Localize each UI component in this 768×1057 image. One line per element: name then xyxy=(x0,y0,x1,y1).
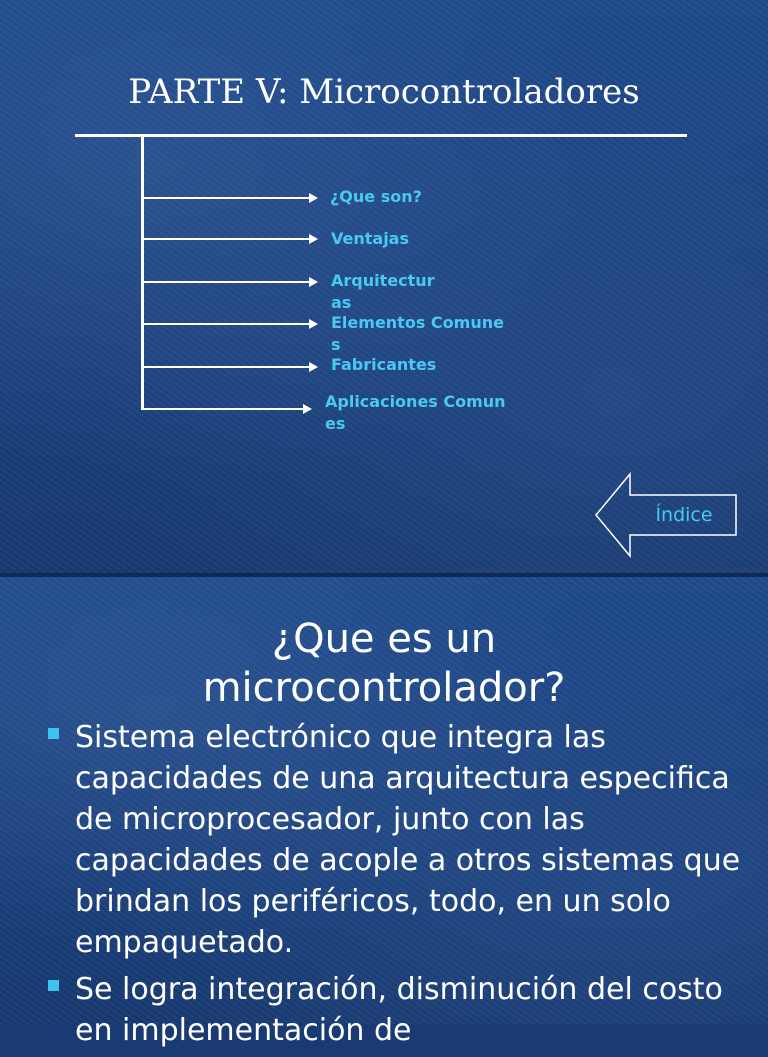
topic-link-arquitecturas[interactable]: Arquitectur as xyxy=(331,271,435,312)
topic-link-que-son[interactable]: ¿Que son? xyxy=(330,187,422,206)
bullet-item xyxy=(44,717,744,963)
slide-title: ¿Que es un microcontrolador? xyxy=(202,616,566,711)
branch-arrow-4 xyxy=(143,323,310,325)
index-button-label: Índice xyxy=(655,504,713,526)
square-bullet-icon xyxy=(48,728,59,739)
slide-title: PARTE V: Microcontroladores xyxy=(128,72,640,112)
bullet-item xyxy=(44,969,744,1051)
topic-link-aplicaciones-comunes[interactable]: Aplicaciones Comun es xyxy=(325,392,506,433)
tree-trunk-line xyxy=(141,137,144,410)
square-bullet-icon xyxy=(48,980,59,991)
branch-arrow-3 xyxy=(143,281,310,283)
bullet-text: Se logra integración, disminución del costo en implementación de xyxy=(75,972,723,1048)
index-button[interactable] xyxy=(594,472,738,558)
bullet-text: Sistema electrónico que integra las capacidades de una arquitectura especifica de microprocesador, junto con las capacidades de acople a otros sistemas que brindan los periféricos, todo, en un solo empaquetado. xyxy=(75,720,741,960)
title-underline xyxy=(75,134,687,137)
slide-que-es xyxy=(0,577,768,1048)
branch-arrow-6 xyxy=(143,408,304,410)
bullet-list xyxy=(44,717,744,1057)
branch-arrow-5 xyxy=(143,366,310,368)
topic-link-fabricantes[interactable]: Fabricantes xyxy=(331,355,437,374)
branch-arrow-2 xyxy=(143,238,310,240)
branch-arrow-1 xyxy=(143,197,310,199)
topic-link-ventajas[interactable]: Ventajas xyxy=(331,229,409,248)
topic-link-elementos-comunes[interactable]: Elementos Comune s xyxy=(331,313,504,354)
